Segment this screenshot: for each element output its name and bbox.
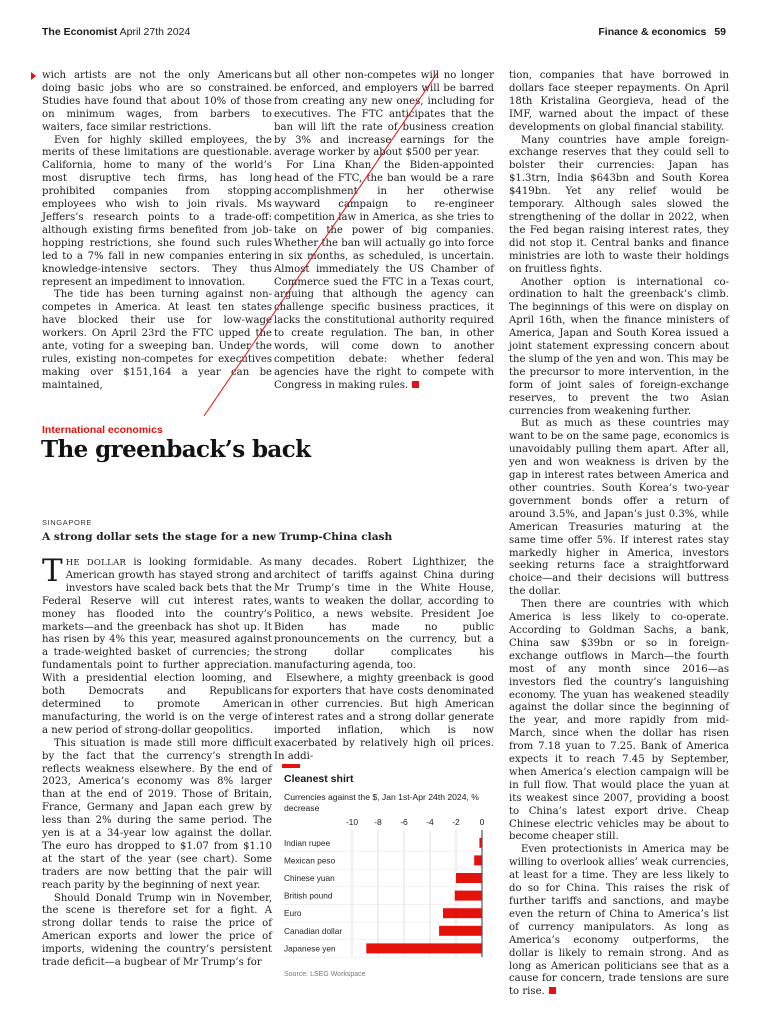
paragraph: but all other non-competes will no longer be enforced, and employers will be barred from creating any new ones, including for executives. The FTC anticipates that the ban will lift the rate of business creation by 3% and increase earnings for the average worker by about $500 per year. <box>274 70 494 159</box>
publication-name: The Economist <box>42 26 118 38</box>
category-label: Indian rupee <box>284 837 331 848</box>
x-tick-label: -6 <box>400 817 408 827</box>
x-tick-label: -8 <box>374 817 382 827</box>
category-label: British pound <box>284 890 333 901</box>
paragraph: many decades. Robert Lighthizer, the architect of tariffs against China during Mr Trump’s time in the White House, wants to weaken the dollar, according to Politico, a news website. President Joe Biden has made no public pronouncements on the currency, but a strong dollar complicates his manufacturing agenda, too. <box>274 557 494 672</box>
category-label: Mexican peso <box>284 855 336 866</box>
paragraph <box>509 844 729 999</box>
chart-title: Cleanest shirt <box>284 773 354 785</box>
bar <box>479 838 482 848</box>
paragraph: The tide has been turning against non-competes in America. At least ten states have blocked their use for low-wage workers. On April 23rd the FTC upped the ante, voting for a sweeping ban. Under the rules, existing non-competes for executives making over $151,164 a year can be maintained, <box>42 289 272 391</box>
dateline: SINGAPORE <box>42 518 92 527</box>
paragraph-text: is looking formidable. As American growth has stayed strong and investors have scaled back bets that the Federal Reserve will cut interest rates, money has flooded into the country’s markets—and the greenback has shot up. It has risen by 4% this year, measured against a trade-weighted basket of currencies; the fundamentals point to further appreciation. With a presidential election looming, and both Democrats and Republicans determined to promote American manufacturing, the world is on the verge of a new period of strong-dollar geopolitics. <box>42 557 272 736</box>
currency-chart <box>282 764 494 982</box>
category-label: Euro <box>284 908 302 919</box>
bar <box>443 908 482 918</box>
issue-date: April 27th 2024 <box>119 26 191 38</box>
section-page <box>598 26 726 38</box>
article-column-2 <box>274 557 494 764</box>
chart-subtitle: Currencies against the $, Jan 1st-Apr 24th 2024, % decrease <box>284 792 479 813</box>
x-tick-label: -2 <box>452 817 460 827</box>
chart-source: Source: LSEG Workspace <box>284 971 366 978</box>
page-number: 59 <box>714 26 726 38</box>
strike-line <box>204 72 438 416</box>
paragraph: Elsewhere, a mighty greenback is good for exporters that have costs denominated in other currencies. But high American interest rates and a strong dollar generate imported inflation, which is now exacerbated by relatively high oil prices. In addi- <box>274 673 494 762</box>
article-headline: The greenback’s back <box>41 436 311 463</box>
lead-paragraph <box>42 553 272 738</box>
chart-plot <box>282 764 494 982</box>
paragraph: But as much as these countries may want to be on the same page, economics is unavoidably pulling them apart. After all, yen and won weakness is driven by the gap in interest rates between America and other countries. South Korea’s two-year government bonds offer a return of around 3.5%, and Japan’s just 0.3%, while American Treasuries maturing at the same time offer 5%. If interest rates stay markedly higher in America, investors seeking returns face a straightforward choice—and their decisions will buttress the dollar. <box>509 418 729 598</box>
diagonal-strike-line <box>200 70 440 420</box>
x-tick-label: -4 <box>426 817 434 827</box>
category-label: Chinese yuan <box>284 873 335 883</box>
section-name: Finance & economics <box>598 26 707 38</box>
bar <box>366 943 482 953</box>
paragraph-text: For Lina Khan, the Biden-appointed head of the FTC, the ban would be a rare accomplishment in her otherwise wayward campaign to re-engineer competition law in America, as she tries to take on the power of big companies. Whether the ban will actually go into force in six months, as scheduled, is uncertain. Almost immediately the US Chamber of Commerce sued the FTC in a Texas court, arguing that although the agency can challenge specific business practices, it lacks the constitutional authority required to create regulation. The ban, in other words, will come down to another competition debate: whether federal agencies have the right to compete with Congress in making rules. <box>274 160 494 391</box>
end-mark-icon <box>549 987 556 994</box>
paragraph: Another option is international co-ordination to halt the greenback’s climb. The beginnings of this were on display on April 16th, when the finance ministers of America, Japan and South Korea issued a joint statement expressing concern about the slump of the yen and won. This may be the precursor to more intervention, in the form of joint sales of foreign-exchange reserves, to prevent the two Asian currencies from weakening further. <box>509 276 729 417</box>
section-label: International economics <box>42 424 163 436</box>
continuation-arrow-icon <box>31 72 36 80</box>
article-rubric: A strong dollar sets the stage for a new Trump-China clash <box>42 531 393 543</box>
paragraph: Then there are countries with which America is less likely to co-operate. According to Goldman Sachs, a bank, China saw $39bn or so in foreign-exchange outflows in March—the fourth most of any month since 2016—as investors fled the country’s languishing economy. The yuan has weakened steadily against the dollar since the beginning of the year, and more rapidly from mid-March, since when the dollar has risen from 7.18 yuan to 7.25. Bank of America expects it to reach 7.45 by September, when America’s election campaign will be in full flow. That would place the yuan at its weakest since 2007, providing a boost to China’s latest export drive. Cheap Chinese electric vehicles may be about to become cheaper still. <box>509 599 729 843</box>
paragraph: Should Donald Trump win in November, the scene is therefore set for a fight. A strong dollar tends to raise the price of American exports and lower the price of imports, widening the country’s persistent trade deficit—a bugbear of Mr Trump’s for <box>42 892 272 969</box>
paragraph-text: Even protectionists in America may be willing to overlook allies’ weak currencies, at least for a time. They are less likely to do so for China. This raises the risk of further tariffs and sanctions, and maybe even the return of China to America’s list of currency manipulators. As long as America’s economy outperforms, the dollar is likely to remain strong. And as long as American politicians see that as a cause for concern, trade tensions are sure to rise. <box>509 844 729 998</box>
lead-smallcaps: HE DOLLAR <box>65 558 127 568</box>
page-header <box>42 26 726 42</box>
paragraph: Even for highly skilled employees, the merits of these limitations are questionable. California, home to many of the world’s most disruptive tech firms, has long prohibited companies from stopping employees who wish to join rivals. Ms Jeffers’s research points to a trade-off: although existing firms benefited from job-hopping restrictions, she found such rules led to a 7% fall in new companies entering knowledge-intensive sectors. They thus represent an impediment to innovation. <box>42 134 272 288</box>
category-label: Japanese yen <box>284 943 336 954</box>
paragraph: tion, companies that have borrowed in dollars face steeper repayments. On April 18th Kristalina Georgieva, head of the IMF, warned about the impact of these developments on global financial stability. <box>509 70 729 133</box>
bar <box>456 873 482 883</box>
paragraph: Many countries have ample foreign-exchange reserves that they could sell to bolster their currencies: Japan has $1.3trn, India $643bn and South Korea $419bn. Yet any relief would be temporary. Although sales slowed the strengthening of the dollar in 2022, when the Fed began raising interest rates, they did not stop it. Central banks and finance ministries are loth to waste their holdings on fruitless fights. <box>509 134 729 275</box>
bar <box>439 926 482 936</box>
paragraph: wich artists are not the only Americans doing basic jobs who are so constrained. Studies have found that about 10% of those on minimum wages, from barbers to waiters, face similar restrictions. <box>42 70 272 133</box>
bar <box>474 855 482 865</box>
publication-date <box>42 26 190 38</box>
article-column-3 <box>509 70 729 999</box>
category-label: Canadian dollar <box>284 925 343 936</box>
paragraph: This situation is made still more difficult by the fact that the currency’s strength reflects weakness elsewhere. By the end of 2023, America’s economy was 8% larger than at the end of 2019. Those of Britain, France, Germany and Japan each grew by less than 2% during the same period. The yen is at a 34-year low against the dollar. The euro has dropped to $1.07 from $1.10 at the start of the year (see chart). Some traders are now betting that the pair will reach parity by the beginning of next year. <box>42 737 272 891</box>
bar <box>455 891 482 901</box>
drop-cap: T <box>42 553 63 589</box>
x-tick-label: -10 <box>345 817 359 827</box>
article-column-1 <box>42 553 272 970</box>
x-tick-label: 0 <box>479 817 485 827</box>
